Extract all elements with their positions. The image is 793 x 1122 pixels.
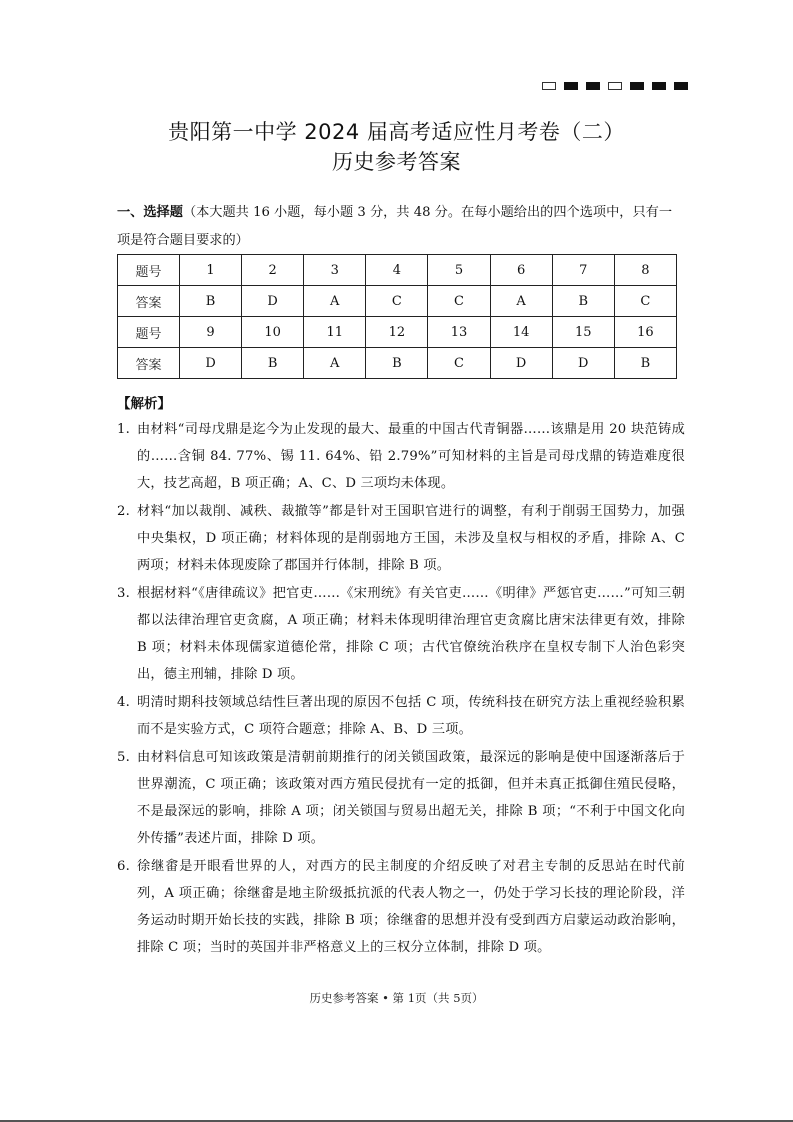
table-row-answers	[118, 286, 677, 317]
item-text: 由材料信息可知该政策是清朝前期推行的闭关锁国政策，最深远的影响是使中国逐渐落后于世界潮流，C 项正确；该政策对西方殖民侵扰有一定的抵御，但并未真正抵御住殖民侵略，不是最深远的影响，排除 A 项；闭关锁国与贸易出超无关，排除 B 项；“不利于中国文化向外传播”表述片面，排除 D 项。	[137, 750, 685, 846]
answer-cell: C	[428, 348, 490, 379]
question-number: 6	[490, 255, 552, 286]
analysis-item	[117, 580, 685, 688]
question-number: 4	[366, 255, 428, 286]
question-number: 10	[242, 317, 304, 348]
section-heading: 一、选择题	[117, 205, 183, 220]
corner-registration-marks	[542, 82, 688, 90]
question-number: 12	[366, 317, 428, 348]
answer-cell: B	[242, 348, 304, 379]
answer-cell: C	[366, 286, 428, 317]
registration-mark	[674, 82, 688, 90]
item-text: 根据材料“《唐律疏议》把官吏……《宋刑统》有关官吏……《明律》严惩官吏……”可知三朝都以法律治理官吏贪腐，A 项正确；材料未体现明律治理官吏贪腐比唐宋法律更有效，排除 B 项；材料未体现儒家道德伦常，排除 C 项；古代官僚统治秩序在皇权专制下人治色彩突出，德主刑辅，排除 D 项。	[137, 586, 685, 682]
item-number: 1.	[117, 422, 130, 437]
row-label-answer: 答案	[118, 286, 180, 317]
question-number: 2	[242, 255, 304, 286]
item-number: 4.	[117, 695, 130, 710]
item-number: 2.	[117, 504, 130, 519]
analysis-item	[117, 744, 685, 852]
answer-cell: A	[304, 348, 366, 379]
registration-mark	[652, 82, 666, 90]
answer-cell: B	[366, 348, 428, 379]
table-row-questions	[118, 317, 677, 348]
question-number: 7	[552, 255, 614, 286]
answer-cell: D	[242, 286, 304, 317]
analysis-list	[117, 416, 685, 962]
question-number: 8	[614, 255, 676, 286]
answer-cell: C	[614, 286, 676, 317]
page-footer: 历史参考答案 • 第 1页（共 5页）	[309, 991, 484, 1005]
answer-cell: B	[180, 286, 242, 317]
item-number: 5.	[117, 750, 130, 765]
question-number: 16	[614, 317, 676, 348]
title-line-1: 贵阳第一中学 2024 届高考适应性月考卷（二）	[168, 120, 625, 144]
registration-mark	[630, 82, 644, 90]
registration-mark	[608, 82, 622, 90]
question-number: 1	[180, 255, 242, 286]
item-number: 3.	[117, 586, 130, 601]
question-number: 3	[304, 255, 366, 286]
registration-mark	[564, 82, 578, 90]
table-row-answers	[118, 348, 677, 379]
analysis-item	[117, 853, 685, 961]
item-text: 材料“加以裁削、减秩、裁撤等”都是针对王国职官进行的调整，有利于削弱王国势力，加强中央集权，D 项正确；材料体现的是削弱地方王国，未涉及皇权与相权的矛盾，排除 A、C 两项；材料未体现废除了郡国并行体制，排除 B 项。	[137, 504, 685, 573]
document-title	[0, 117, 793, 177]
section-description: （本大题共 16 小题，每小题 3 分，共 48 分。在每小题给出的四个选项中，只有一项是符合题目要求的）	[117, 205, 673, 248]
analysis-item	[117, 689, 685, 743]
row-label-question: 题号	[118, 317, 180, 348]
question-number: 5	[428, 255, 490, 286]
table-row-questions	[118, 255, 677, 286]
title-line-2: 历史参考答案	[332, 150, 461, 174]
question-number: 15	[552, 317, 614, 348]
item-text: 明清时期科技领域总结性巨著出现的原因不包括 C 项，传统科技在研究方法上重视经验积累而不是实验方式，C 项符合题意；排除 A、B、D 三项。	[137, 695, 685, 737]
answer-cell: A	[304, 286, 366, 317]
registration-mark	[586, 82, 600, 90]
item-text: 由材料“司母戊鼎是迄今为止发现的最大、最重的中国古代青铜器……该鼎是用 20 块范铸成的……含铜 84. 77%、锡 11. 64%、铅 2.79%”可知材料的主旨是司母戊鼎的铸造难度很大，技艺高超，B 项正确；A、C、D 三项均未体现。	[137, 422, 685, 491]
question-number: 14	[490, 317, 552, 348]
answer-cell: B	[614, 348, 676, 379]
answer-table	[117, 254, 677, 379]
question-number: 11	[304, 317, 366, 348]
answer-cell: B	[552, 286, 614, 317]
question-number: 13	[428, 317, 490, 348]
answer-cell: D	[552, 348, 614, 379]
row-label-question: 题号	[118, 255, 180, 286]
analysis-heading: 【解析】	[117, 396, 171, 412]
question-number: 9	[180, 317, 242, 348]
row-label-answer: 答案	[118, 348, 180, 379]
answer-cell: C	[428, 286, 490, 317]
analysis-item	[117, 498, 685, 579]
analysis-item	[117, 416, 685, 497]
item-text: 徐继畬是开眼看世界的人，对西方的民主制度的介绍反映了对君主专制的反思站在时代前列，A 项正确；徐继畬是地主阶级抵抗派的代表人物之一，仍处于学习长技的理论阶段，洋务运动时期开始长技的实践，排除 B 项；徐继畬的思想并没有受到西方启蒙运动政治影响，排除 C 项；当时的英国并非严格意义上的三权分立体制，排除 D 项。	[137, 859, 685, 955]
item-number: 6.	[117, 859, 130, 874]
answer-cell: A	[490, 286, 552, 317]
registration-mark	[542, 82, 556, 90]
section-intro	[117, 199, 682, 255]
answer-cell: D	[180, 348, 242, 379]
answer-cell: D	[490, 348, 552, 379]
